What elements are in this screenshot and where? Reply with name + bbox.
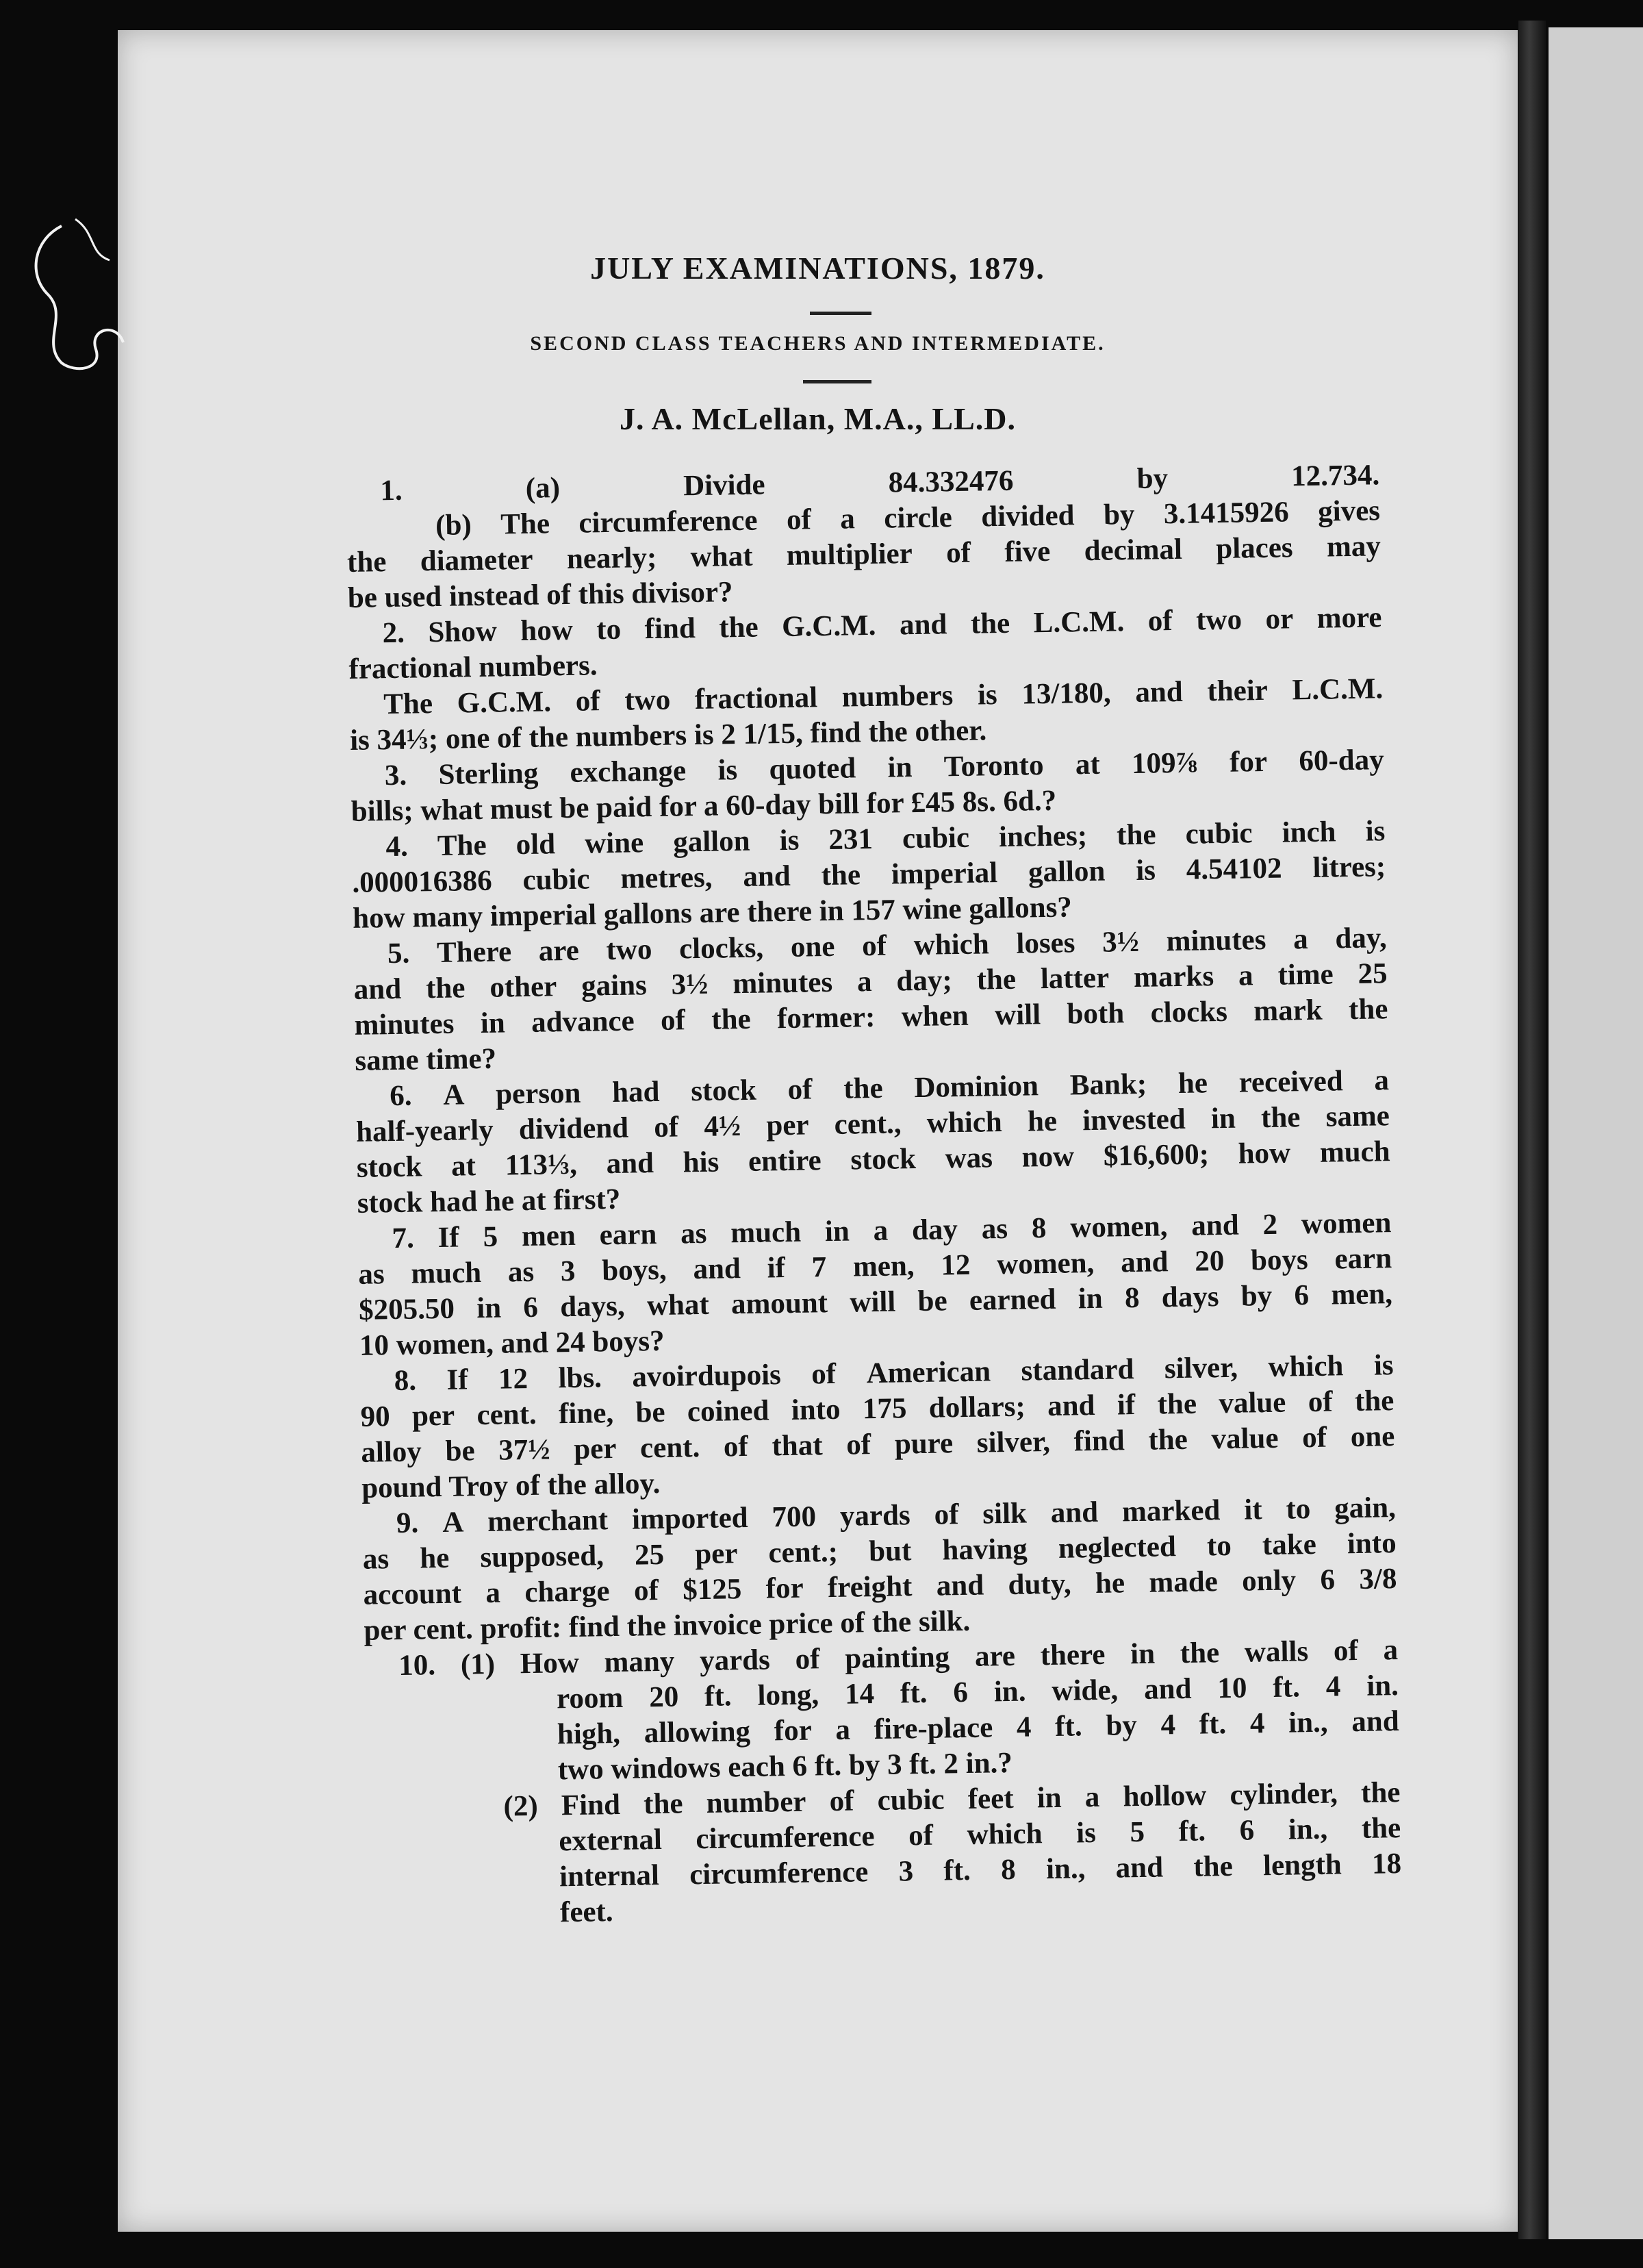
- question-9-line: 9. A merchant imported 700 yards of silk and marked it to gain,: [396, 1491, 1397, 1540]
- question-line: feet.: [559, 1895, 613, 1929]
- question-1a-line: 1. (a) Divide 84.332476 by 12.734.: [380, 459, 1380, 507]
- question-line: and the other gains 3½ minutes a day; the latter marks a time 25: [353, 957, 1388, 1006]
- exam-questions: [346, 457, 1402, 1933]
- question-line: fractional numbers.: [348, 649, 598, 685]
- question-line: stock had he at first?: [357, 1183, 621, 1220]
- question-line: is 34⅓; one of the numbers is 2 1/15, find the other.: [349, 714, 987, 757]
- adjacent-page: [1549, 27, 1643, 2239]
- question-line: external circumference of which is 5 ft. 6 in., the: [559, 1812, 1401, 1858]
- question-line: 10 women, and 24 boys?: [359, 1324, 665, 1362]
- question-line: minutes in advance of the former: when will both clocks mark the: [354, 993, 1388, 1042]
- question-3-line: 3. Sterling exchange is quoted in Toronto at 109⅞ for 60-day: [384, 744, 1384, 792]
- question-line: per cent. profit: find the invoice price of the silk.: [364, 1604, 971, 1647]
- title-divider: [810, 312, 871, 315]
- question-5-line: 5. There are two clocks, one of which loses 3½ minutes a day,: [387, 922, 1388, 970]
- subtitle-divider: [803, 380, 871, 383]
- question-line: internal circumference 3 ft. 8 in., and the length 18: [559, 1848, 1402, 1893]
- question-line: pound Troy of the alloy.: [361, 1467, 661, 1504]
- question-line: bills; what must be paid for a 60-day bill for £45 8s. 6d.?: [351, 784, 1057, 828]
- question-line: 90 per cent. fine, be coined into 175 dollars; and if the value of the: [360, 1385, 1394, 1433]
- question-line: alloy be 37½ per cent. of that of pure silver, find the value of one: [361, 1420, 1395, 1469]
- question-line: $205.50 in 6 days, what amount will be earned in 8 days by 6 men,: [358, 1278, 1393, 1326]
- question-line: same time?: [355, 1042, 497, 1077]
- question-line: how many imperial gallons are there in 157 wine gallons?: [352, 891, 1073, 935]
- exam-subtitle: SECOND CLASS TEACHERS AND INTERMEDIATE.: [530, 332, 1106, 355]
- question-10-2-line: (2) Find the number of cubic feet in a hollow cylinder, the: [503, 1776, 1401, 1823]
- page-title: JULY EXAMINATIONS, 1879.: [590, 251, 1045, 286]
- author-line: J. A. McLellan, M.A., LL.D.: [620, 401, 1016, 436]
- question-4-line: 4. The old wine gallon is 231 cubic inches; the cubic inch is: [385, 815, 1386, 864]
- page-binding-edge: [1518, 21, 1546, 2239]
- question-line: The G.C.M. of two fractional numbers is 13/180, and their L.C.M.: [383, 672, 1384, 721]
- question-2-line: 2. Show how to find the G.C.M. and the L.C.M. of two or more: [382, 601, 1382, 650]
- question-7-line: 7. If 5 men earn as much in a day as 8 women, and 2 women: [392, 1207, 1392, 1255]
- question-8-line: 8. If 12 lbs. avoirdupois of American standard silver, which is: [394, 1349, 1394, 1398]
- question-6-line: 6. A person had stock of the Dominion Bank; he received a: [389, 1064, 1390, 1113]
- question-10-1-line: 10. (1) How many yards of painting are there in the walls of a: [398, 1634, 1399, 1682]
- question-line: room 20 ft. long, 14 ft. 6 in. wide, and 10 ft. 4 in.: [556, 1670, 1399, 1715]
- question-line: the diameter nearly; what multiplier of five decimal places may: [346, 530, 1381, 579]
- question-line: .000016386 cubic metres, and the imperial gallon is 4.54102 litres;: [352, 850, 1386, 899]
- question-line: two windows each 6 ft. by 3 ft. 2 in.?: [557, 1746, 1013, 1787]
- question-line: high, allowing for a fire-place 4 ft. by 4 ft. 4 in., and: [557, 1705, 1400, 1751]
- question-line: as he supposed, 25 per cent.; but having neglected to take into: [362, 1527, 1397, 1576]
- question-line: half-yearly dividend of 4½ per cent., which he invested in the same: [355, 1100, 1390, 1148]
- question-line: be used instead of this divisor?: [347, 576, 733, 614]
- question-line: account a charge of $125 for freight and duty, he made only 6 3/8: [363, 1563, 1397, 1611]
- question-1b-line: (b) The circumference of a circle divided by 3.1415926 gives: [435, 494, 1381, 542]
- question-line: as much as 3 boys, and if 7 men, 12 women, and 20 boys earn: [358, 1242, 1392, 1291]
- question-line: stock at 113⅓, and his entire stock was now $16,600; how much: [356, 1135, 1390, 1184]
